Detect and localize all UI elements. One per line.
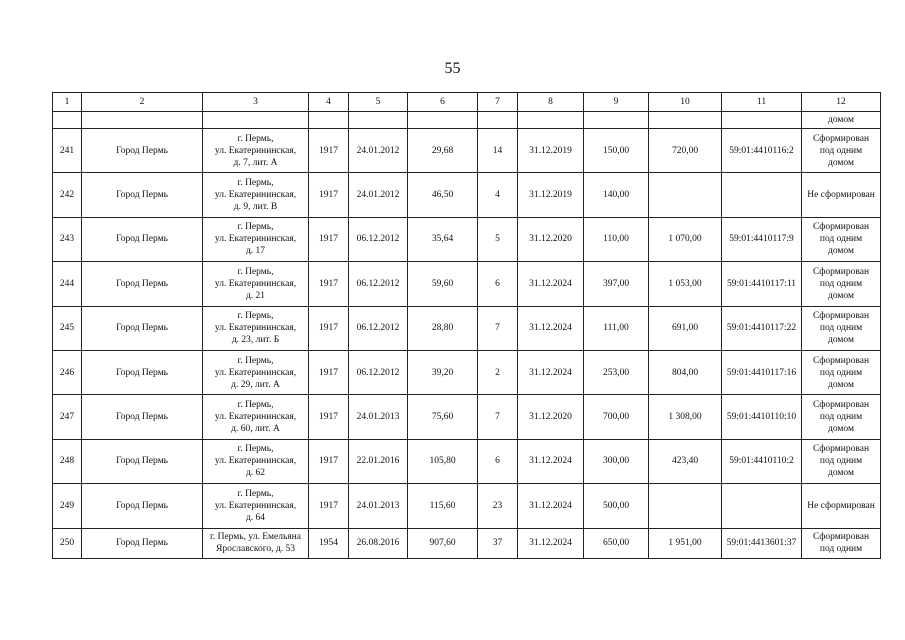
cell-area: 105,80 — [408, 439, 478, 483]
column-header: 9 — [584, 93, 649, 112]
cell-number: 245 — [53, 306, 82, 350]
table-row — [53, 350, 881, 394]
cell-value-10: 1 053,00 — [649, 262, 722, 306]
cell-date: 06.12.2012 — [349, 217, 408, 261]
column-header: 10 — [649, 93, 722, 112]
cell-status: домом — [802, 112, 881, 129]
cell-value-10: 720,00 — [649, 129, 722, 173]
cell-year: 1917 — [309, 350, 349, 394]
cell-empty — [478, 112, 518, 129]
header-row — [53, 93, 881, 112]
cell-empty — [203, 112, 309, 129]
cell-address: г. Пермь, ул. Екатерининская, д. 64 — [203, 484, 309, 528]
cell-status: Сформирован под одним домом — [802, 350, 881, 394]
cell-deadline: 31.12.2024 — [518, 528, 584, 558]
column-header: 5 — [349, 93, 408, 112]
cell-count: 7 — [478, 306, 518, 350]
cell-address: г. Пермь, ул. Екатерининская, д. 17 — [203, 217, 309, 261]
cell-value-10: 691,00 — [649, 306, 722, 350]
cell-count: 6 — [478, 439, 518, 483]
cell-value-10 — [649, 173, 722, 217]
table-row — [53, 484, 881, 528]
cell-status: Сформирован под одним домом — [802, 395, 881, 439]
cell-address: г. Пермь, ул. Екатерининская, д. 23, лит. Б — [203, 306, 309, 350]
page-number: 55 — [444, 60, 461, 77]
cell-status: Не сформирован — [802, 173, 881, 217]
cell-empty — [722, 112, 802, 129]
table-row — [53, 528, 881, 558]
cell-address: г. Пермь, ул. Екатерининская, д. 29, лит. А — [203, 350, 309, 394]
cell-date: 24.01.2013 — [349, 484, 408, 528]
cell-value-9: 300,00 — [584, 439, 649, 483]
cell-date: 22.01.2016 — [349, 439, 408, 483]
continuation-row — [53, 112, 881, 129]
cell-value-9: 500,00 — [584, 484, 649, 528]
cell-year: 1917 — [309, 395, 349, 439]
cell-city: Город Пермь — [82, 173, 203, 217]
cell-number: 242 — [53, 173, 82, 217]
cell-year: 1917 — [309, 173, 349, 217]
cell-area: 59,60 — [408, 262, 478, 306]
cell-status: Сформирован под одним домом — [802, 439, 881, 483]
cell-value-9: 700,00 — [584, 395, 649, 439]
housing-table — [52, 92, 881, 559]
cell-city: Город Пермь — [82, 439, 203, 483]
cell-city: Город Пермь — [82, 350, 203, 394]
cell-empty — [649, 112, 722, 129]
cell-deadline: 31.12.2019 — [518, 129, 584, 173]
column-header: 8 — [518, 93, 584, 112]
cell-city: Город Пермь — [82, 262, 203, 306]
cell-value-9: 111,00 — [584, 306, 649, 350]
cell-value-9: 150,00 — [584, 129, 649, 173]
cell-empty — [408, 112, 478, 129]
cell-value-10 — [649, 484, 722, 528]
cell-deadline: 31.12.2019 — [518, 173, 584, 217]
cell-year: 1917 — [309, 217, 349, 261]
cell-deadline: 31.12.2024 — [518, 262, 584, 306]
cell-city: Город Пермь — [82, 306, 203, 350]
cell-count: 2 — [478, 350, 518, 394]
cell-status: Сформирован под одним домом — [802, 306, 881, 350]
cell-number: 249 — [53, 484, 82, 528]
cell-empty — [584, 112, 649, 129]
cell-address: г. Пермь, ул. Емельяна Ярославского, д. 53 — [203, 528, 309, 558]
cell-area: 35,64 — [408, 217, 478, 261]
cell-number: 243 — [53, 217, 82, 261]
cell-year: 1917 — [309, 439, 349, 483]
cell-date: 06.12.2012 — [349, 350, 408, 394]
column-header: 2 — [82, 93, 203, 112]
table-row — [53, 306, 881, 350]
column-header: 1 — [53, 93, 82, 112]
cell-area: 75,60 — [408, 395, 478, 439]
cell-status: Сформирован под одним домом — [802, 129, 881, 173]
cell-area: 28,80 — [408, 306, 478, 350]
cell-deadline: 31.12.2020 — [518, 217, 584, 261]
cell-city: Город Пермь — [82, 395, 203, 439]
cell-count: 7 — [478, 395, 518, 439]
cell-number: 246 — [53, 350, 82, 394]
cell-deadline: 31.12.2024 — [518, 439, 584, 483]
cell-value-9: 110,00 — [584, 217, 649, 261]
column-header: 6 — [408, 93, 478, 112]
cell-deadline: 31.12.2024 — [518, 484, 584, 528]
cell-area: 46,50 — [408, 173, 478, 217]
cell-address: г. Пермь, ул. Екатерининская, д. 9, лит. В — [203, 173, 309, 217]
cell-number: 241 — [53, 129, 82, 173]
cell-count: 37 — [478, 528, 518, 558]
cell-deadline: 31.12.2024 — [518, 306, 584, 350]
cell-empty — [518, 112, 584, 129]
cell-address: г. Пермь, ул. Екатерининская, д. 62 — [203, 439, 309, 483]
table-row — [53, 395, 881, 439]
cell-city: Город Пермь — [82, 217, 203, 261]
cell-address: г. Пермь, ул. Екатерининская, д. 21 — [203, 262, 309, 306]
cell-value-10: 1 951,00 — [649, 528, 722, 558]
column-header: 7 — [478, 93, 518, 112]
cell-cadastre: 59:01:4410110:2 — [722, 439, 802, 483]
table-row — [53, 173, 881, 217]
cell-cadastre: 59:01:4410110:10 — [722, 395, 802, 439]
cell-cadastre: 59:01:4413601:37 — [722, 528, 802, 558]
cell-address: г. Пермь, ул. Екатерининская, д. 7, лит. А — [203, 129, 309, 173]
cell-value-10: 1 070,00 — [649, 217, 722, 261]
cell-empty — [53, 112, 82, 129]
cell-value-9: 650,00 — [584, 528, 649, 558]
cell-number: 244 — [53, 262, 82, 306]
cell-deadline: 31.12.2020 — [518, 395, 584, 439]
cell-status: Сформирован под одним домом — [802, 217, 881, 261]
cell-value-9: 253,00 — [584, 350, 649, 394]
cell-count: 23 — [478, 484, 518, 528]
cell-year: 1917 — [309, 129, 349, 173]
cell-status: Не сформирован — [802, 484, 881, 528]
cell-empty — [309, 112, 349, 129]
cell-value-10: 423,40 — [649, 439, 722, 483]
cell-city: Город Пермь — [82, 129, 203, 173]
cell-cadastre: 59:01:4410117:22 — [722, 306, 802, 350]
cell-empty — [82, 112, 203, 129]
cell-address: г. Пермь, ул. Екатерининская, д. 60, лит. А — [203, 395, 309, 439]
cell-date: 24.01.2012 — [349, 173, 408, 217]
cell-date: 06.12.2012 — [349, 306, 408, 350]
cell-cadastre: 59:01:4410117:9 — [722, 217, 802, 261]
cell-city: Город Пермь — [82, 528, 203, 558]
cell-status: Сформирован под одним домом — [802, 262, 881, 306]
table-row — [53, 129, 881, 173]
cell-date: 24.01.2012 — [349, 129, 408, 173]
cell-area: 29,68 — [408, 129, 478, 173]
cell-deadline: 31.12.2024 — [518, 350, 584, 394]
cell-area: 39,20 — [408, 350, 478, 394]
cell-date: 26.08.2016 — [349, 528, 408, 558]
cell-city: Город Пермь — [82, 484, 203, 528]
cell-year: 1917 — [309, 306, 349, 350]
table-row — [53, 262, 881, 306]
cell-count: 6 — [478, 262, 518, 306]
column-header: 3 — [203, 93, 309, 112]
column-header: 4 — [309, 93, 349, 112]
cell-count: 14 — [478, 129, 518, 173]
cell-cadastre — [722, 173, 802, 217]
cell-year: 1917 — [309, 484, 349, 528]
cell-number: 250 — [53, 528, 82, 558]
cell-cadastre: 59:01:4410117:11 — [722, 262, 802, 306]
cell-cadastre: 59:01:4410116:2 — [722, 129, 802, 173]
cell-number: 248 — [53, 439, 82, 483]
cell-value-9: 140,00 — [584, 173, 649, 217]
table-row — [53, 217, 881, 261]
cell-status: Сформирован под одним — [802, 528, 881, 558]
table-row — [53, 439, 881, 483]
cell-cadastre — [722, 484, 802, 528]
cell-value-10: 804,00 — [649, 350, 722, 394]
cell-year: 1954 — [309, 528, 349, 558]
cell-value-9: 397,00 — [584, 262, 649, 306]
column-header: 11 — [722, 93, 802, 112]
cell-count: 4 — [478, 173, 518, 217]
cell-date: 06.12.2012 — [349, 262, 408, 306]
cell-cadastre: 59:01:4410117:16 — [722, 350, 802, 394]
cell-empty — [349, 112, 408, 129]
cell-date: 24.01.2013 — [349, 395, 408, 439]
cell-number: 247 — [53, 395, 82, 439]
column-header: 12 — [802, 93, 881, 112]
cell-year: 1917 — [309, 262, 349, 306]
cell-count: 5 — [478, 217, 518, 261]
cell-area: 115,60 — [408, 484, 478, 528]
cell-area: 907,60 — [408, 528, 478, 558]
cell-value-10: 1 308,00 — [649, 395, 722, 439]
